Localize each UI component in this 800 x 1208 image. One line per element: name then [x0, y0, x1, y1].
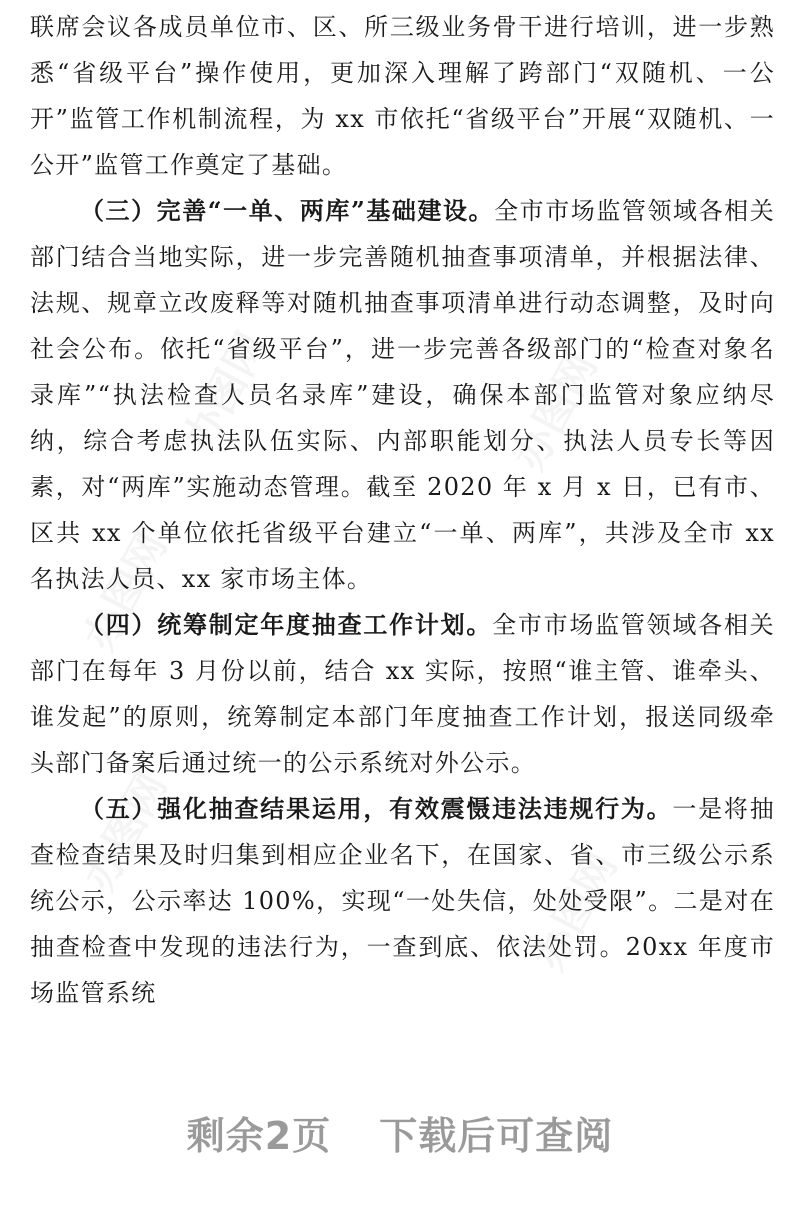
section-heading-3: （三）完善“一单、两库”基础建设。 [80, 196, 495, 225]
section-heading-5: （五）强化抽查结果运用，有效震慑违法违规行为。 [80, 794, 673, 823]
watermark: 办图网 [74, 524, 177, 659]
paragraph-text: 全市市场监管领域各相关部门在每年 3 月份以前，结合 xx 实际，按照“谁主管、谁牵头、谁发起”的原则，统筹制定本部门年度抽查工作计划，报送同级牵头部门备案后通过统一的公示系统对外公示。 [30, 611, 775, 777]
paragraph-text: 一是将抽查检查结果及时归集到相应企业名下，在国家、省、市三级公示系统公示，公示率达 100%，实现“一处失信，处处受限”。二是对在抽查检查中发现的违法行为，一查到底、依法处罚。20xx 年度市场监管系统 [30, 795, 775, 1007]
section-heading-4: （四）统筹制定年度抽查工作计划。 [80, 610, 493, 639]
watermark: 办图网 [174, 324, 277, 459]
paragraph-section-3 [30, 188, 775, 602]
paragraph-continuation [30, 4, 775, 188]
paragraph-section-5 [30, 786, 775, 1016]
paragraph-text: 联席会议各成员单位市、区、所三级业务骨干进行培训，进一步熟悉“省级平台”操作使用，更加深入理解了跨部门“双随机、一公开”监管工作机制流程，为 xx 市依托“省级平台”开展“双随机、一公开”监管工作奠定了基础。 [30, 13, 775, 179]
download-hint-label: 下载后可查阅 [379, 1114, 614, 1158]
document-body [30, 4, 775, 1016]
watermark: 办图网 [504, 344, 607, 479]
remaining-pages-label: 剩余2页 [186, 1114, 332, 1158]
watermark: 办图网 [524, 844, 627, 979]
download-banner[interactable] [0, 1105, 800, 1160]
paragraph-text: 全市市场监管领域各相关部门结合当地实际，进一步完善随机抽查事项清单，并根据法律、法规、规章立改废释等对随机抽查事项清单进行动态调整，及时向社会公布。依托“省级平台”，进一步完善各级部门的“检查对象名录库”“执法检查人员名录库”建设，确保本部门监管对象应纳尽纳，综合考虑执法队伍实际、内部职能划分、执法人员专长等因素，对“两库”实施动态管理。截至 2020 年 x 月 x 日，已有市、区共 xx 个单位依托省级平台建立“一单、两库”，共涉及全市 xx 名执法人员、xx 家市场主体。 [30, 197, 775, 593]
watermark: 办图网 [74, 764, 177, 899]
paragraph-section-4 [30, 602, 775, 786]
